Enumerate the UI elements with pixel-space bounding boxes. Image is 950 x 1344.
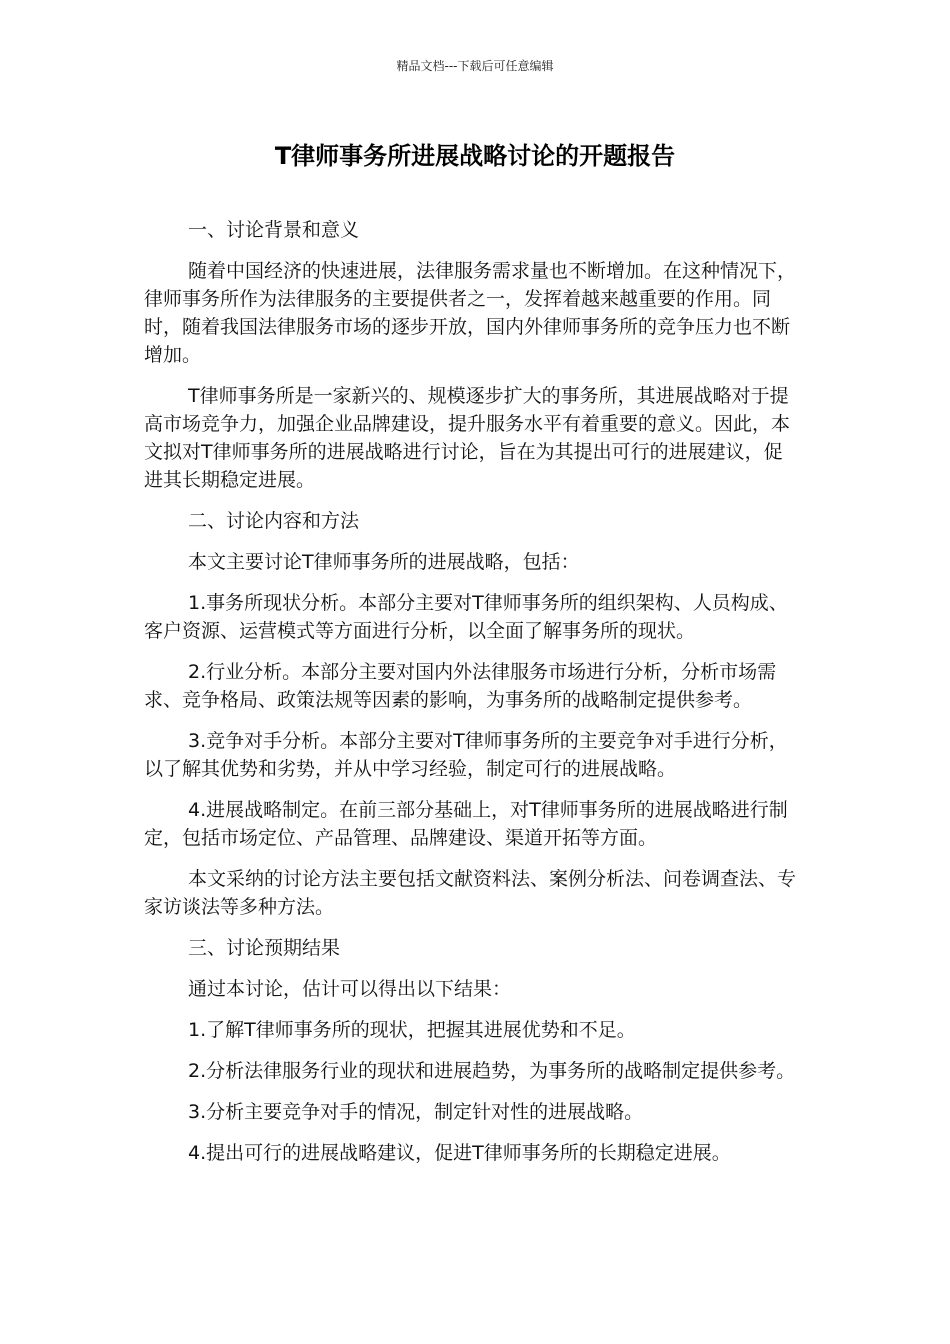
- list-item: 1.事务所现状分析。本部分主要对T律师事务所的组织架构、人员构成、客户资源、运营模式等方面进行分析，以全面了解事务所的现状。: [144, 592, 788, 642]
- section-heading-expected-results: 三、讨论预期结果: [188, 937, 341, 959]
- list-item: 3.竞争对手分析。本部分主要对T律师事务所的主要竞争对手进行分析，以了解其优势和劣势，并从中学习经验，制定可行的进展战略。: [144, 730, 788, 780]
- list-item: 4.提出可行的进展战略建议，促进T律师事务所的长期稳定进展。: [188, 1142, 731, 1164]
- document-title: T律师事务所进展战略讨论的开题报告: [274, 142, 676, 170]
- list-item: 3.分析主要竞争对手的情况，制定针对性的进展战略。: [188, 1101, 644, 1123]
- list-item: 1.了解T律师事务所的现状，把握其进展优势和不足。: [188, 1019, 636, 1041]
- list-item: 4.进展战略制定。在前三部分基础上，对T律师事务所的进展战略进行制定，包括市场定位、产品管理、品牌建设、渠道开拓等方面。: [144, 799, 788, 849]
- paragraph: 通过本讨论，估计可以得出以下结果：: [188, 978, 512, 1000]
- document-body: [144, 216, 796, 1180]
- paragraph: T律师事务所是一家新兴的、规模逐步扩大的事务所，其进展战略对于提高市场竞争力，加强企业品牌建设，提升服务水平有着重要的意义。因此，本文拟对T律师事务所的进展战略进行讨论，旨在为其提出可行的进展建议，促进其长期稳定进展。: [144, 385, 791, 491]
- section-heading-content-methods: 二、讨论内容和方法: [188, 510, 360, 532]
- list-item: 2.行业分析。本部分主要对国内外法律服务市场进行分析，分析市场需求、竞争格局、政策法规等因素的影响，为事务所的战略制定提供参考。: [144, 661, 777, 711]
- list-item: 2.分析法律服务行业的现状和进展趋势，为事务所的战略制定提供参考。: [188, 1060, 796, 1082]
- paragraph: 本文采纳的讨论方法主要包括文献资料法、案例分析法、问卷调查法、专家访谈法等多种方法。: [144, 868, 797, 918]
- page-header: 精品文档---下载后可任意编辑: [396, 59, 554, 73]
- paragraph: 随着中国经济的快速进展，法律服务需求量也不断增加。在这种情况下，律师事务所作为法律服务的主要提供者之一，发挥着越来越重要的作用。同时，随着我国法律服务市场的逐步开放，国内外律师事务所的竞争压力也不断增加。: [144, 260, 797, 366]
- paragraph: 本文主要讨论T律师事务所的进展战略，包括：: [188, 551, 580, 573]
- section-heading-background: 一、讨论背景和意义: [188, 219, 360, 241]
